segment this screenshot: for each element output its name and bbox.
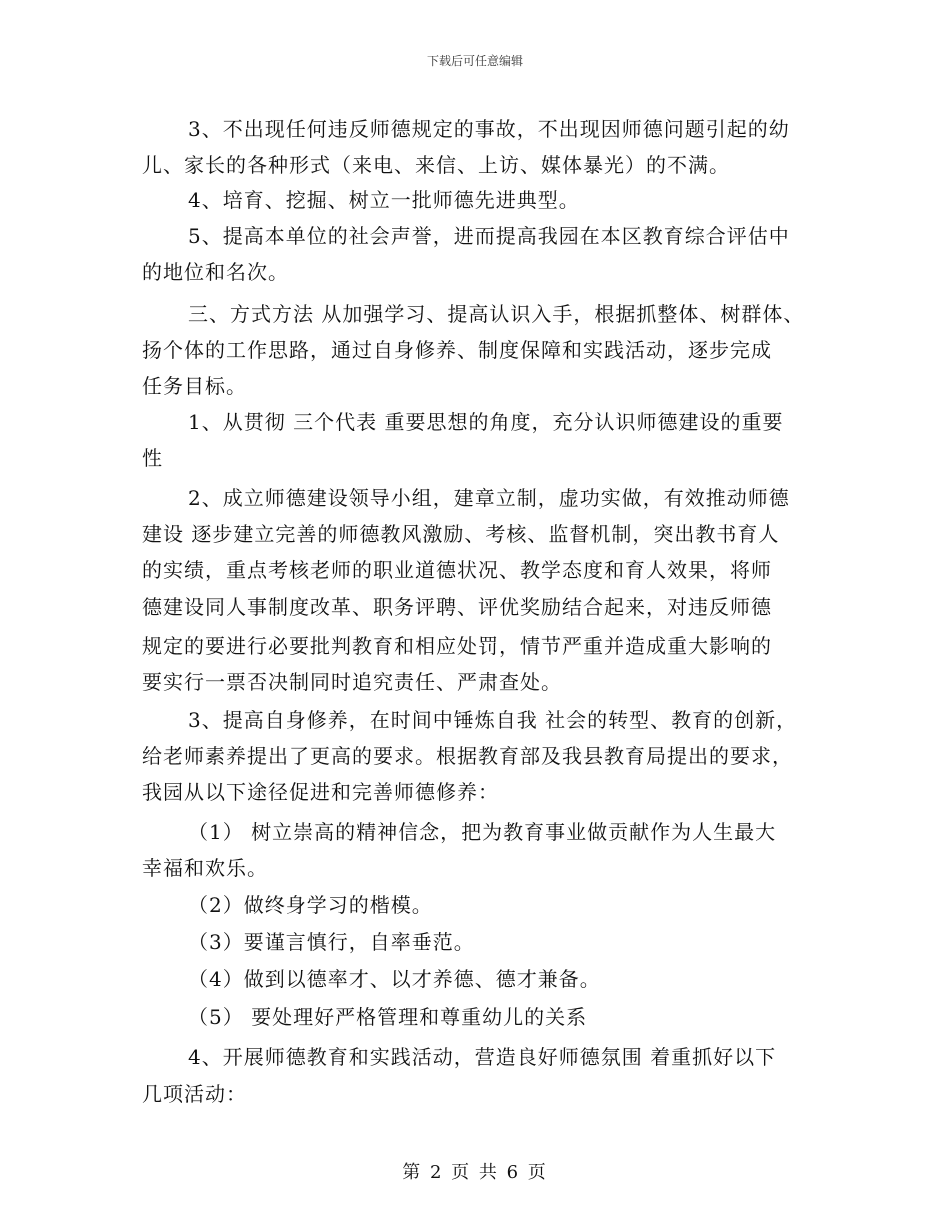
text-line: 几项活动： bbox=[142, 1082, 247, 1106]
page-header: 下载后可任意编辑 bbox=[426, 54, 523, 68]
text-line: 的实绩，重点考核老师的职业道德状况、教学态度和育人效果，将师 bbox=[142, 558, 772, 582]
text-line: 4、开展师德教育和实践活动，营造良好师德氛围 着重抓好以下 bbox=[188, 1045, 777, 1069]
text-line: 儿、家长的各种形式（来电、来信、上访、媒体暴光）的不满。 bbox=[142, 153, 730, 177]
text-line: 幸福和欢乐。 bbox=[142, 856, 268, 880]
text-line: 要实行一票否决制同时追究责任、严肃查处。 bbox=[142, 670, 562, 694]
text-line: （5） 要处理好严格管理和尊重幼儿的关系 bbox=[188, 1005, 588, 1029]
text-line: 的地位和名次。 bbox=[142, 260, 289, 284]
text-line: 规定的要进行必要批判教育和相应处罚，情节严重并造成重大影响的 bbox=[142, 634, 772, 658]
page-number-footer: 第 2 页 共 6 页 bbox=[402, 1162, 548, 1183]
text-line: 扬个体的工作思路，通过自身修养、制度保障和实践活动，逐步完成 bbox=[142, 338, 772, 362]
text-line: （1） 树立崇高的精神信念，把为教育事业做贡献作为人生最大 bbox=[188, 820, 777, 844]
text-line: 我园从以下途径促进和完善师德修养： bbox=[142, 780, 499, 804]
text-line: （3）要谨言慎行，自率垂范。 bbox=[188, 930, 475, 954]
text-line: 2、成立师德建设领导小组，建章立制，虚功实做，有效推动师德 bbox=[188, 486, 790, 510]
text-line: 4、培育、挖掘、树立一批师德先进典型。 bbox=[188, 188, 580, 212]
text-line: 建设 逐步建立完善的师德教风激励、考核、监督机制，突出教书育人 bbox=[142, 522, 780, 546]
text-line: （4）做到以德率才、以才养德、德才兼备。 bbox=[188, 967, 601, 991]
text-line: 给老师素养提出了更高的要求。根据教育部及我县教育局提出的要求， bbox=[142, 744, 793, 768]
text-line: 5、提高本单位的社会声誉，进而提高我园在本区教育综合评估中 bbox=[188, 224, 790, 248]
text-line: 德建设同人事制度改革、职务评聘、评优奖励结合起来，对违反师德 bbox=[142, 595, 772, 619]
text-line: 性 bbox=[142, 446, 163, 470]
text-line: 1、从贯彻 三个代表 重要思想的角度，充分认识师德建设的重要 bbox=[188, 410, 784, 434]
text-line: 3、不出现任何违反师德规定的事故，不出现因师德问题引起的幼 bbox=[188, 117, 790, 141]
text-line: 3、提高自身修养，在时间中锤炼自我 社会的转型、教育的创新， bbox=[188, 708, 798, 732]
text-line: 任务目标。 bbox=[142, 374, 247, 398]
text-line: （2）做终身学习的楷模。 bbox=[188, 893, 433, 917]
text-line: 三、方式方法 从加强学习、提高认识入手，根据抓整体、树群体、 bbox=[188, 302, 805, 326]
